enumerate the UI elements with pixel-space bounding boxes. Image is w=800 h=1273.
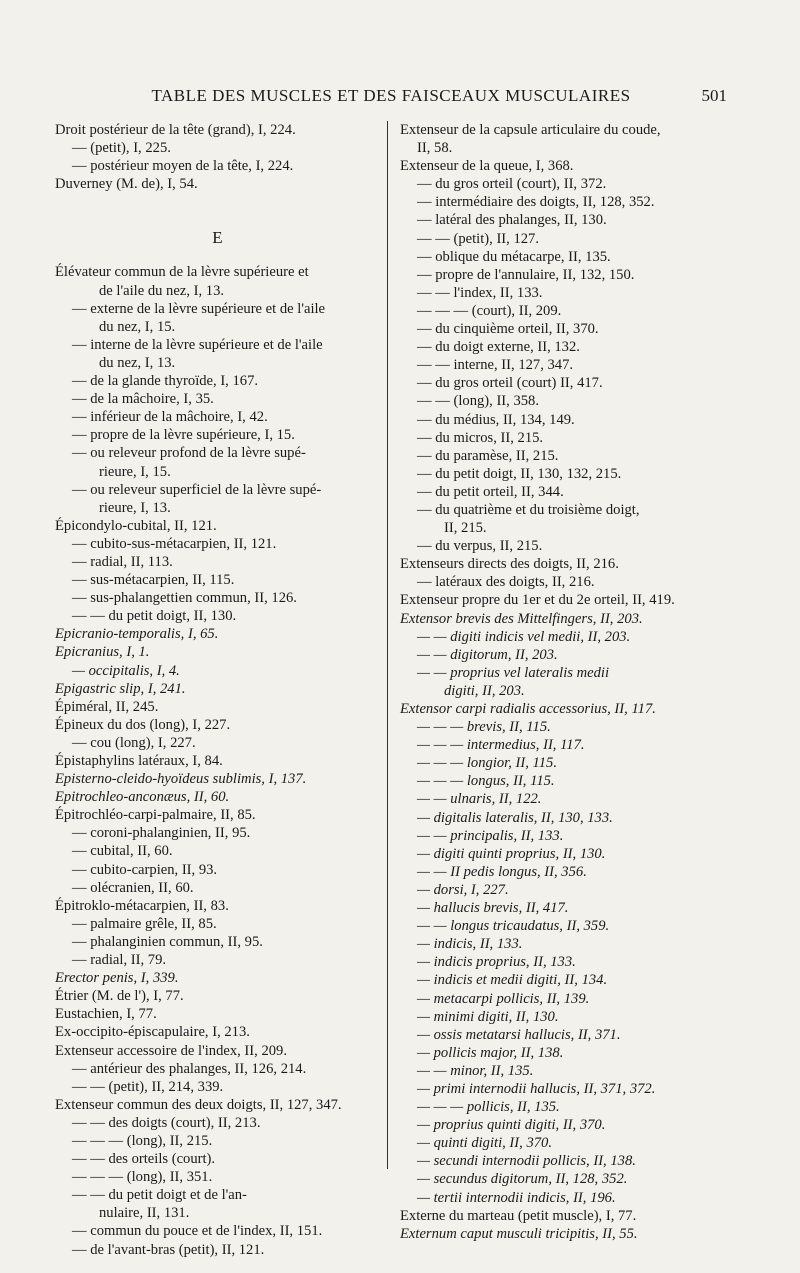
index-entry: — commun du pouce et de l'index, II, 151. bbox=[72, 1223, 323, 1240]
index-entry: Extensor brevis des Mittelfingers, II, 203. bbox=[400, 610, 643, 627]
index-entry: Épitrochléo-carpi-palmaire, II, 85. bbox=[55, 807, 256, 824]
index-entry: — — interne, II, 127, 347. bbox=[417, 357, 574, 374]
index-entry: — du petit orteil, II, 344. bbox=[417, 483, 564, 500]
index-entry: Extenseur propre du 1er et du 2e orteil, II, 419. bbox=[400, 592, 675, 609]
index-entry: nulaire, II, 131. bbox=[99, 1205, 190, 1222]
index-entry: Extenseur accessoire de l'index, II, 209. bbox=[55, 1042, 287, 1059]
index-entry: — cubito-carpien, II, 93. bbox=[72, 861, 218, 878]
index-entry: — hallucis brevis, II, 417. bbox=[417, 900, 569, 917]
column-divider bbox=[387, 121, 388, 1169]
index-entry: — radial, II, 113. bbox=[72, 553, 173, 570]
index-entry: — oblique du métacarpe, II, 135. bbox=[417, 248, 611, 265]
index-entry: — du gros orteil (court), II, 372. bbox=[417, 176, 607, 193]
index-entry: — — du petit doigt, II, 130. bbox=[72, 608, 237, 625]
index-entry: — — — (court), II, 209. bbox=[417, 302, 562, 319]
index-entry: — — — brevis, II, 115. bbox=[417, 719, 551, 736]
index-entry: — postérieur moyen de la tête, I, 224. bbox=[72, 158, 294, 175]
section-letter: E bbox=[212, 228, 223, 248]
index-entry: Épineux du dos (long), I, 227. bbox=[55, 716, 231, 733]
index-entry: — digitalis lateralis, II, 130, 133. bbox=[417, 809, 613, 826]
index-entry: — secundi internodii pollicis, II, 138. bbox=[417, 1153, 636, 1170]
page-number: 501 bbox=[701, 86, 727, 105]
index-entry: — latéral des phalanges, II, 130. bbox=[417, 212, 607, 229]
index-entry: Épiméral, II, 245. bbox=[55, 698, 159, 715]
index-entry: Épicondylo-cubital, II, 121. bbox=[55, 517, 217, 534]
index-entry: — occipitalis, I, 4. bbox=[72, 662, 180, 679]
index-entry: — du paramèse, II, 215. bbox=[417, 447, 559, 464]
index-entry: — — digitorum, II, 203. bbox=[417, 646, 558, 663]
index-entry: du nez, I, 13. bbox=[99, 354, 176, 371]
running-title: TABLE DES MUSCLES ET DES FAISCEAUX MUSCULAIRES bbox=[151, 86, 631, 105]
index-entry: Eustachien, I, 77. bbox=[55, 1006, 157, 1023]
index-entry: Epicranio-temporalis, I, 65. bbox=[55, 626, 219, 643]
index-entry: — de la glande thyroïde, I, 167. bbox=[72, 373, 259, 390]
index-entry: — propre de l'annulaire, II, 132, 150. bbox=[417, 266, 635, 283]
index-entry: — coroni-phalanginien, II, 95. bbox=[72, 825, 251, 842]
index-entry: Epicranius, I, 1. bbox=[55, 644, 150, 661]
index-entry: — ou releveur profond de la lèvre supé- bbox=[72, 445, 306, 462]
index-entry: — — des doigts (court), II, 213. bbox=[72, 1114, 261, 1131]
index-entry: — inférieur de la mâchoire, I, 42. bbox=[72, 409, 268, 426]
index-entry: — metacarpi pollicis, II, 139. bbox=[417, 990, 590, 1007]
index-column-left bbox=[55, 121, 380, 1259]
index-entry: Ex-occipito-épiscapulaire, I, 213. bbox=[55, 1024, 250, 1041]
index-entry: — palmaire grêle, II, 85. bbox=[72, 915, 217, 932]
index-entry: Extenseurs directs des doigts, II, 216. bbox=[400, 556, 619, 573]
index-entry: — externe de la lèvre supérieure et de l'aile bbox=[72, 300, 326, 317]
index-entry: Erector penis, I, 339. bbox=[55, 970, 179, 987]
index-entry: — pollicis major, II, 138. bbox=[417, 1044, 564, 1061]
index-entry: — ossis metatarsi hallucis, II, 371. bbox=[417, 1026, 621, 1043]
index-entry: — — ulnaris, II, 122. bbox=[417, 791, 542, 808]
index-entry: — cubital, II, 60. bbox=[72, 843, 173, 860]
spacer bbox=[55, 247, 380, 263]
index-entry: Episterno-cleido-hyoïdeus sublimis, I, 137. bbox=[55, 771, 307, 788]
index-entry: — — digiti indicis vel medii, II, 203. bbox=[417, 628, 631, 645]
index-entry: — dorsi, I, 227. bbox=[417, 881, 509, 898]
index-entry: du nez, I, 15. bbox=[99, 318, 176, 335]
index-entry: — sus-phalangettien commun, II, 126. bbox=[72, 590, 297, 607]
index-entry: II, 58. bbox=[417, 140, 453, 157]
index-entry: — — — pollicis, II, 135. bbox=[417, 1099, 560, 1116]
index-entry: Externe du marteau (petit muscle), I, 77. bbox=[400, 1207, 637, 1224]
index-entry: — cubito-sus-métacarpien, II, 121. bbox=[72, 535, 277, 552]
index-entry: — — du petit doigt et de l'an- bbox=[72, 1187, 247, 1204]
index-entry: — — minor, II, 135. bbox=[417, 1062, 534, 1079]
index-entry: Extensor carpi radialis accessorius, II, 117. bbox=[400, 701, 656, 717]
index-entry: — (petit), I, 225. bbox=[72, 140, 171, 157]
index-entry: — — — longus, II, 115. bbox=[417, 773, 555, 790]
index-entry: — — (long), II, 358. bbox=[417, 393, 540, 410]
index-entry: — — (petit), II, 214, 339. bbox=[72, 1078, 224, 1095]
index-entry: Épitroklo-métacarpien, II, 83. bbox=[55, 897, 229, 914]
index-entry: — — (petit), II, 127. bbox=[417, 230, 539, 247]
index-entry: — du cinquième orteil, II, 370. bbox=[417, 321, 599, 338]
index-entry: — de l'avant-bras (petit), II, 121. bbox=[72, 1241, 265, 1258]
index-entry: Epigastric slip, I, 241. bbox=[55, 680, 186, 697]
index-entry: — indicis, II, 133. bbox=[417, 936, 523, 953]
index-entry: — olécranien, II, 60. bbox=[72, 879, 194, 896]
index-entry: — indicis et medii digiti, II, 134. bbox=[417, 972, 608, 989]
index-entry: — quinti digiti, II, 370. bbox=[417, 1135, 552, 1152]
index-entry: Étrier (M. de l'), I, 77. bbox=[55, 988, 184, 1005]
index-entry: — de la mâchoire, I, 35. bbox=[72, 391, 214, 408]
index-entry: Droit postérieur de la tête (grand), I, 224. bbox=[55, 122, 296, 138]
index-entry: — sus-métacarpien, II, 115. bbox=[72, 572, 235, 589]
page-header bbox=[55, 86, 727, 112]
index-entry: — du quatrième et du troisième doigt, bbox=[417, 501, 640, 518]
index-entry: Duverney (M. de), I, 54. bbox=[55, 176, 198, 193]
index-entry: digiti, II, 203. bbox=[444, 682, 525, 699]
index-entry: — — l'index, II, 133. bbox=[417, 284, 543, 301]
index-entry: — latéraux des doigts, II, 216. bbox=[417, 574, 595, 591]
index-entry: — — — longior, II, 115. bbox=[417, 755, 558, 772]
index-entry: — du petit doigt, II, 130, 132, 215. bbox=[417, 465, 622, 482]
index-entry: — — principalis, II, 133. bbox=[417, 827, 564, 844]
index-entry: — — longus tricaudatus, II, 359. bbox=[417, 918, 610, 935]
index-entry: — radial, II, 79. bbox=[72, 952, 167, 969]
index-entry: — primi internodii hallucis, II, 371, 372. bbox=[417, 1080, 656, 1097]
index-entry: — — — intermedius, II, 117. bbox=[417, 737, 585, 754]
index-entry: — indicis proprius, II, 133. bbox=[417, 954, 576, 971]
index-entry: Extenseur de la queue, I, 368. bbox=[400, 158, 574, 175]
index-entry: — propre de la lèvre supérieure, I, 15. bbox=[72, 427, 295, 444]
index-entry: — tertii internodii indicis, II, 196. bbox=[417, 1189, 616, 1206]
index-entry: — proprius quinti digiti, II, 370. bbox=[417, 1117, 606, 1134]
index-entry: — ou releveur superficiel de la lèvre supé- bbox=[72, 481, 322, 498]
index-entry: — — proprius vel lateralis medii bbox=[417, 664, 610, 681]
index-entry: — — — (long), II, 215. bbox=[72, 1132, 213, 1149]
index-entry: — — — (long), II, 351. bbox=[72, 1169, 213, 1186]
index-entry: Extenseur de la capsule articulaire du coude, bbox=[400, 122, 661, 138]
index-entry: Epitrochleo-anconæus, II, 60. bbox=[55, 789, 230, 806]
index-entry: — du verpus, II, 215. bbox=[417, 538, 543, 555]
index-entry: — du médius, II, 134, 149. bbox=[417, 411, 575, 428]
index-entry: — phalanginien commun, II, 95. bbox=[72, 933, 263, 950]
index-column-right bbox=[400, 121, 728, 1243]
index-entry: — cou (long), I, 227. bbox=[72, 734, 196, 751]
index-entry: — — II pedis longus, II, 356. bbox=[417, 863, 587, 880]
index-entry: rieure, I, 15. bbox=[99, 463, 171, 480]
index-entry: rieure, I, 13. bbox=[99, 499, 171, 516]
index-entry: — interne de la lèvre supérieure et de l'aile bbox=[72, 336, 323, 353]
index-entry: — minimi digiti, II, 130. bbox=[417, 1008, 559, 1025]
index-entry: — du doigt externe, II, 132. bbox=[417, 339, 580, 356]
index-entry: Élévateur commun de la lèvre supérieure et bbox=[55, 264, 309, 281]
index-entry: — du micros, II, 215. bbox=[417, 429, 544, 446]
index-entry: — intermédiaire des doigts, II, 128, 352. bbox=[417, 194, 655, 211]
index-entry: — du gros orteil (court) II, 417. bbox=[417, 375, 603, 392]
index-entry: Externum caput musculi tricipitis, II, 55. bbox=[400, 1225, 638, 1242]
index-entry: Épistaphylins latéraux, I, 84. bbox=[55, 753, 223, 769]
index-entry: Extenseur commun des deux doigts, II, 127, 347. bbox=[55, 1096, 342, 1113]
index-entry: — secundus digitorum, II, 128, 352. bbox=[417, 1171, 628, 1188]
index-entry: — — des orteils (court). bbox=[72, 1151, 216, 1168]
spacer bbox=[55, 193, 380, 229]
index-entry: II, 215. bbox=[444, 520, 487, 537]
index-entry: de l'aile du nez, I, 13. bbox=[99, 282, 225, 299]
index-entry: — digiti quinti proprius, II, 130. bbox=[417, 845, 606, 862]
index-entry: — antérieur des phalanges, II, 126, 214. bbox=[72, 1060, 307, 1077]
